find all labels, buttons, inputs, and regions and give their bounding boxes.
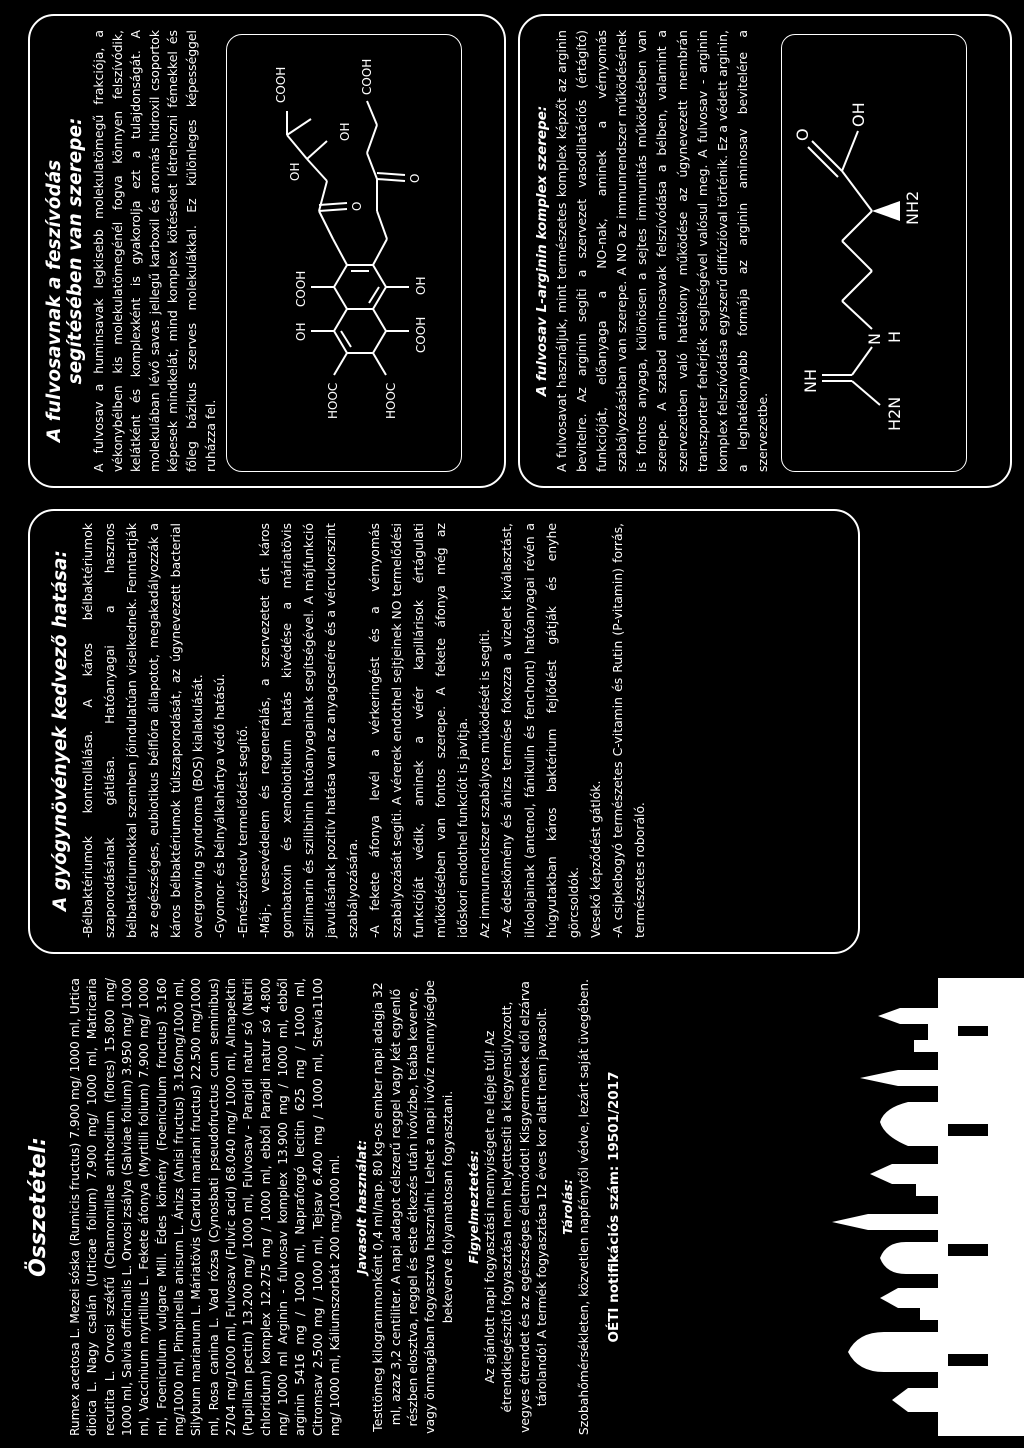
fulvic-title-line2: segítésében van szerepe: — [65, 117, 86, 385]
fulvic-label-hooc-1: HOOC — [326, 382, 341, 419]
notification-number: OÉTI notifikációs szám: 19501/2017 — [605, 1071, 622, 1343]
fulvic-label-cooh-1: COOH — [274, 66, 289, 103]
fulvic-label-o-1: O — [350, 201, 365, 211]
fulvic-label-cooh-4: COOH — [414, 316, 429, 353]
herbs-para-5: -A fekete áfonya levél a vérkeringést és a vérnyomás szabályozását segíti. A vérerek endothel sejtjeinek NO termelődési funkcióját védik, aminek a vérér kapillárisok értágulati működésében van fontos szerepe. A fekete áfonya még az időskori endothel funkcíót is javítja. — [367, 523, 471, 938]
arginine-title: A fulvosav L-arginin komplex szerepe: — [534, 105, 550, 397]
skyline-graphic — [788, 978, 1024, 1436]
storage-text: Szobahőmérsékleten, közvetlen napfénytől védve, lezárt saját üvegében. — [576, 978, 592, 1436]
herbs-title: A gyógynövények kedvező hatása: — [50, 550, 71, 911]
fulvic-text: A fulvosav a huminsavak legkisebb molekulatömegű frakciója, a vékonybélben kis molekulatömegénél fogva könnyen felszívódik, kelátként és komplexként is gyakorolja ezt a tulajdonságát. A molekulában lévő savas jellegű karboxil és aromás hidroxil csoportok képesek mindkelát, mind komplex kötéseket létrehozni fémekkel és főleg bázikus szerves molekulákkal. Ez különleges képességgel ruházza fel. — [91, 30, 218, 472]
arginine-label-h2n: H2N — [885, 396, 905, 431]
herbs-para-8: Vesekő képződést gátlók. — [587, 780, 603, 938]
fulvic-label-o-2: O — [408, 173, 423, 183]
fulvic-label-hooc-2: HOOC — [384, 382, 399, 419]
usage-title: Javasolt használat: — [354, 1139, 370, 1275]
herbs-para-1: -Bélbaktériumok kontrollálása. A káros bélbaktériumok szaporodásának gátlása. Hatóanyagai a hasznos bélbaktériumokkal szemben jóindulatúan viselkednek. Fenntartják az egészséges, eubiotikus bélflóra állapotot, megakadályozzák a káros bélbaktériumok túlszaporodását, az úgynevezett bacterial overgrowing syndroma (BOS) kialakulását. — [80, 523, 206, 938]
storage-title: Tárolás: — [560, 1179, 576, 1235]
herbs-para-3: -Emésztőnedv termelődést segítő. — [234, 725, 250, 938]
arginine-panel — [518, 14, 1012, 488]
fulvic-label-oh-1: OH — [288, 162, 303, 181]
composition-panel — [8, 978, 1018, 1436]
fulvic-title-line1: A fulvosavnak a feszívódás — [44, 159, 65, 442]
fulvic-panel — [28, 14, 506, 488]
arginine-label-n: N — [865, 333, 885, 345]
composition-text: Rumex acetosa L. Mezei sóska (Rumicis fructus) 7.900 mg/ 1000 ml, Urtica dioica L. Nagy csalán (Urticae folium) 7.900 mg/ 1000 ml, Matricaria recutita L. Orvosi székfű (Chamomillae anthodium (flores) 15.800 mg/ 1000 ml, Salvia officinalis L. Orvosi zsálya (Salviae folium) 3.950 mg/ 1000 ml, Vaccinium myrtillus L. Fekete áfonya (Myrtilli folium) 7.900 mg/ 1000 ml, Foeniculum vulgare Mill. Édes kömény (Foeniculum fructus) 3.160 mg/1000 ml, Pimpinella anisum L. Ánizs (Anisi fructus) 3.160mg/1000 ml, Silybum marianum L. Máriatövis (Cardui mariani fructus) 22.500 mg/1000 ml, Rosa canina L. Vad rózsa (Cynosbati pseudofructus cum seminibus) 2704 mg/1000 ml, Fulvosav (Fulvic acid) 68.040 mg/ 1000 ml, Almapektin (Pupillam pectin) 13.200 mg/ 1000 ml, Fulvosav - Parajdi natur só (Natrii chloridum) komplex 12.275 mg / 1000 ml, ebből Parajdi natur só 4.800 mg/ 1000 ml Arginin - fulvosav komplex 13.900 mg / 1000 ml, ebből arginin 5416 mg / 1000 ml, Napraforgó lecitin 625 mg / 1000 ml, Citromsav 2.500 mg / 1000 ml, Tejsav 6.400 mg / 1000 ml, Stevia1100 mg/ 1000 ml, Káliumszorbát 200 mg/1000 ml. — [68, 978, 342, 1436]
fulvic-label-oh-2: OH — [338, 122, 353, 141]
herbs-para-4: -Máj-, vesevédelem és regenerálás, a szervezetet ért káros gombatoxin és xenobiotikum hatás kivédése a máriatövis szilimarin és szilibinin hatóanyagainak segítségével. A májfunkció javulásának pozitív hatása van az anyagcserére és a vércukorszint szabályozására. — [256, 523, 360, 938]
arginine-label-nh2: NH2 — [903, 190, 923, 225]
fulvic-label-cooh-2: COOH — [360, 58, 375, 95]
herbs-para-7: -Az édeskömény és ánizs termése fokozza a vizelet kiválasztást, illóolajainak (antenol, fánikulin és fenchont) hatóanyagai révén a húgyutakban káros baktérium fejlődést gátják és enyhe görcsoldók. — [499, 523, 581, 938]
fulvic-label-cooh-3: COOH — [294, 270, 309, 307]
fulvic-label-oh-4: OH — [414, 276, 429, 295]
composition-title: Összetétel: — [26, 1137, 51, 1277]
arginine-structure — [781, 34, 967, 472]
herbs-para-6: Az immunrendszer szabályos működését is segíti. — [477, 629, 493, 938]
arginine-label-h: H — [885, 330, 905, 343]
herbs-para-9: -A csipkebogyó természetes C-vitamin és Rutin (P-vitamin) forrás, természetes roboráló. — [609, 523, 647, 938]
herbs-para-2: -Gyomor- és bélnyálkahártya védő hatású. — [212, 673, 228, 938]
fulvic-label-oh-3: OH — [294, 322, 309, 341]
arginine-text: A fulvosavat használjuk, mint természetes komplex képzőt az arginin bevitelre. Az arginin segíti a szervezet vasodilatációs (értágító) funkcióját, előanyaga a NO-nak, aminek a vérnyomás szabályozásában van szerepe. A NO az immunrendszer működésének is fontos anyaga, különösen a sejtes immunitás működésében van szerepe. A szabad aminosavak felszívódása a bélben, valamint a szervezetben való hatékony működése az úgynevezett membrán transzporter fehérjék segítségével valósul meg. A fulvosav - arginin komplex felszívódása egyszerű diffúzióval történik. Ez a védett arginin, a leghatékonyabb formája az arginin aminosav bevitelére a szervezetbe. — [554, 30, 770, 472]
arginine-label-nh: NH — [801, 369, 821, 393]
arginine-label-o: O — [793, 128, 813, 141]
fulvic-acid-structure — [226, 34, 462, 472]
herbs-panel — [28, 509, 860, 954]
warning-text: Az ajánlott napi fogyasztási mennyiséget ne lépje túl! Az étrendkiegészítő fogyasztása nem helyettesíti a kiegyensúlyozott, vegyes étrendet és az egészséges életmódot! Kisgyermekek elől elzárva tárolandó! A termék fogyasztása 12 éves kor alatt nem javasolt. — [482, 981, 550, 1433]
arginine-label-oh: OH — [849, 102, 869, 127]
usage-text: Testtömeg kilogrammonként 0,4 ml/nap. 80 kg-os ember napi adagja 32 ml, azaz 3,2 centiliter. A napi adagot célszerű reggel vagy két egyenlő részben elosztva, reggel és este étkezés után ivóvízbe, teába keverve, vagy önmagában fogyasztva használni. Lehet a napi ivóvíz mennyiségbe bekeverve folyamatosan fogyasztani. — [370, 980, 455, 1434]
warning-title: Figyelmeztetés: — [466, 1150, 482, 1264]
